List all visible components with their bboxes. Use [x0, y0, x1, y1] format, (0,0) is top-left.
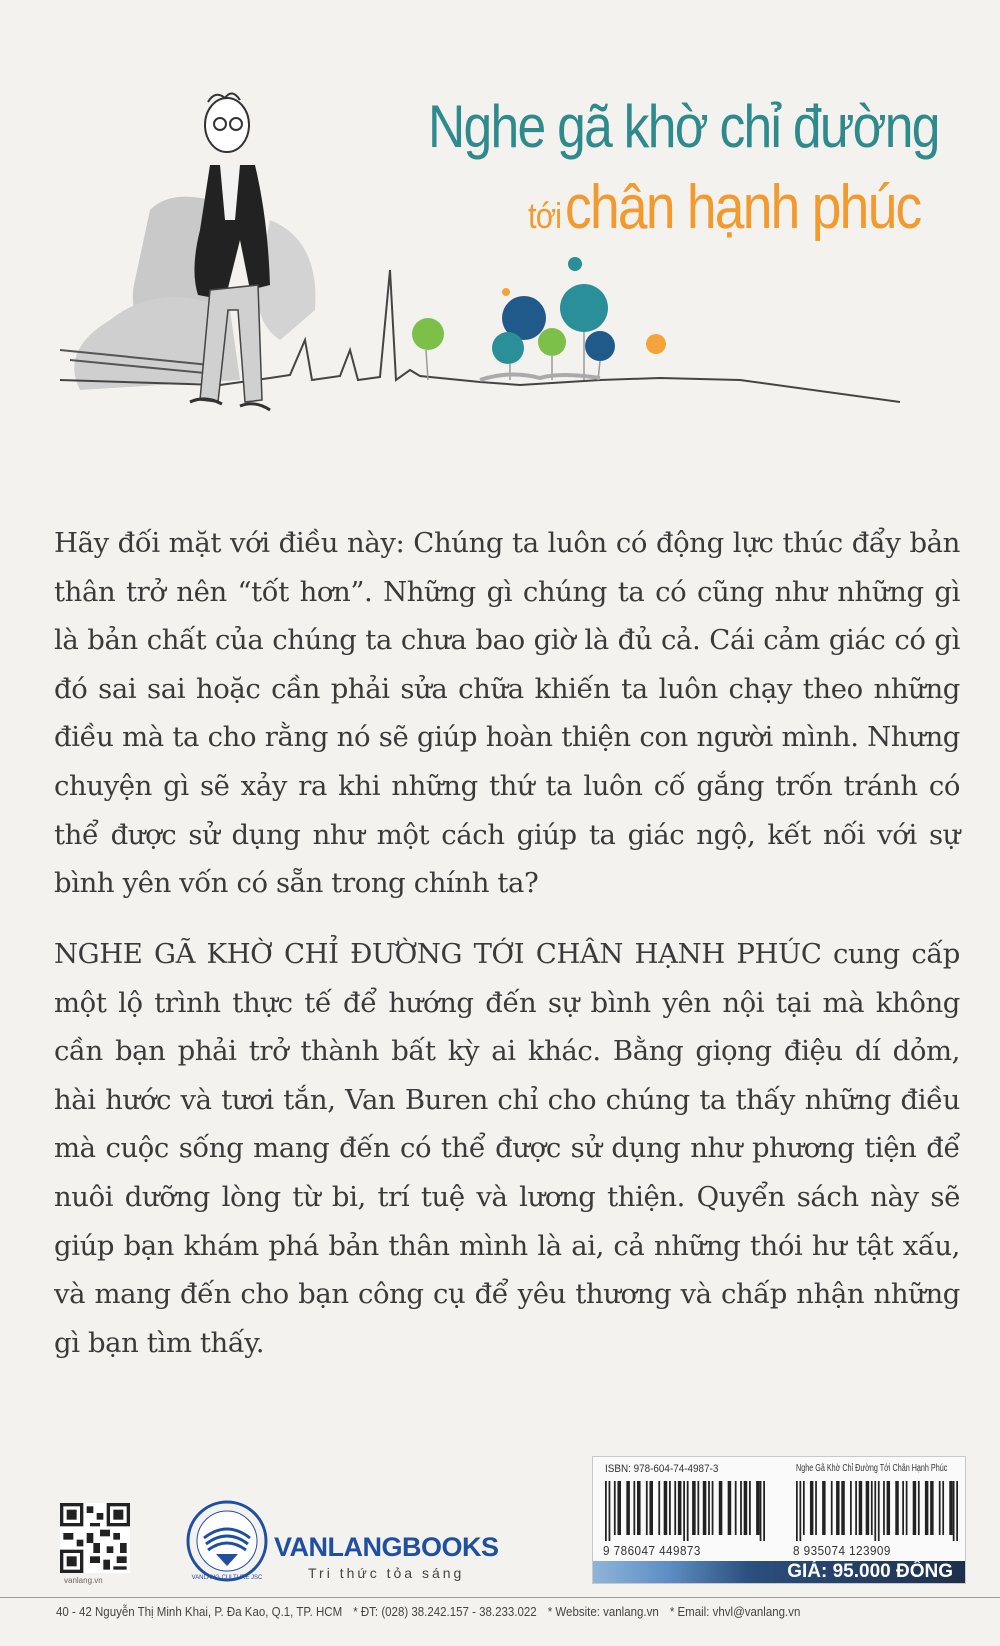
book-title-small-word: tới [528, 195, 562, 236]
publisher-contact-footer [56, 1605, 902, 1619]
footer-email: * Email: vhvl@vanlang.vn [669, 1605, 801, 1619]
qr-code [60, 1503, 130, 1573]
footer-divider [0, 1597, 1000, 1598]
qr-caption: vanlang.vn [64, 1576, 103, 1585]
footer-address: 40 - 42 Nguyễn Thị Minh Khai, P. Đa Kao, Q.1, TP. HCM [56, 1605, 343, 1619]
price-bar [593, 1561, 965, 1583]
decor-dot [492, 332, 524, 364]
ground-grass [480, 374, 600, 380]
decor-dot [412, 318, 444, 350]
barcode-panel [592, 1456, 966, 1584]
decor-dot [646, 334, 666, 354]
publisher-brand-name: VANLANGBOOKS [274, 1532, 499, 1562]
ean-barcode-number: 8 935074 123909 [793, 1543, 891, 1558]
decor-dot [568, 257, 582, 271]
isbn-label: ISBN: 978-604-74-4987-3 [605, 1463, 719, 1475]
footer-phone: * ĐT: (028) 38.242.157 - 38.233.022 [353, 1605, 537, 1619]
book-code-label: Nghe Gã Khờ Chỉ Đường Tới Chân Hạnh Phúc [796, 1463, 948, 1474]
blurb-paragraph-1: Hãy đối mặt với điều này: Chúng ta luôn có động lực thúc đẩy bản thân trở nên “tốt hơn”. Những gì chúng ta có cũng như những gì là bản chất của chúng ta chưa bao giờ là đủ cả. Cái cảm giác có gì đó sai sai hoặc cần phải sửa chữa khiến ta luôn chạy theo những điều mà ta cho rằng nó sẽ giúp hoàn thiện con người mình. Nhưng chuyện gì sẽ xảy ra khi những thứ ta luôn cố gắng trốn tránh có thể được sử dụng như một cách giúp ta giác ngộ, kết nối với sự bình yên vốn có sẵn trong chính ta? [54, 527, 960, 900]
ean-barcode [796, 1481, 958, 1541]
book-title-line1: Nghe gã khờ chỉ đường [428, 93, 939, 160]
vanlang-logo-icon [186, 1500, 268, 1582]
book-title-emphasis: chân hạnh phúc [565, 173, 921, 242]
publisher-tagline: Tri thức tỏa sáng [308, 1565, 465, 1581]
decor-dot [560, 284, 608, 332]
book-title-line2 [528, 172, 924, 243]
decor-dot [538, 328, 566, 356]
isbn-barcode [605, 1481, 765, 1541]
isbn-barcode-number: 9 786047 449873 [603, 1543, 701, 1558]
decor-dot [502, 288, 510, 296]
logo-ring-text: VANLANG CULTURE JSC [191, 1575, 263, 1581]
price-label: GIÁ: 95.000 ĐỒNG [787, 1561, 953, 1582]
decor-dot [585, 331, 615, 361]
footer-website: * Website: vanlang.vn [547, 1605, 659, 1619]
blurb-paragraph-2: NGHE GÃ KHỜ CHỈ ĐƯỜNG TỚI CHÂN HẠNH PHÚC cung cấp một lộ trình thực tế để hướng đến sự bình yên nội tại mà không cần bạn phải trở thành bất kỳ ai khác. Bằng giọng điệu dí dỏm, hài hước và tươi tắn, Van Buren chỉ cho chúng ta thấy những điều mà cuộc sống mang đến có thể được sử dụng như phương tiện để nuôi dưỡng lòng từ bi, trí tuệ và lương thiện. Quyển sách này sẽ giúp bạn khám phá bản thân mình là ai, cả những thói hư tật xấu, và mang đến cho bạn công cụ để yêu thương và chấp nhận những gì bạn tìm thấy. [54, 938, 960, 1359]
